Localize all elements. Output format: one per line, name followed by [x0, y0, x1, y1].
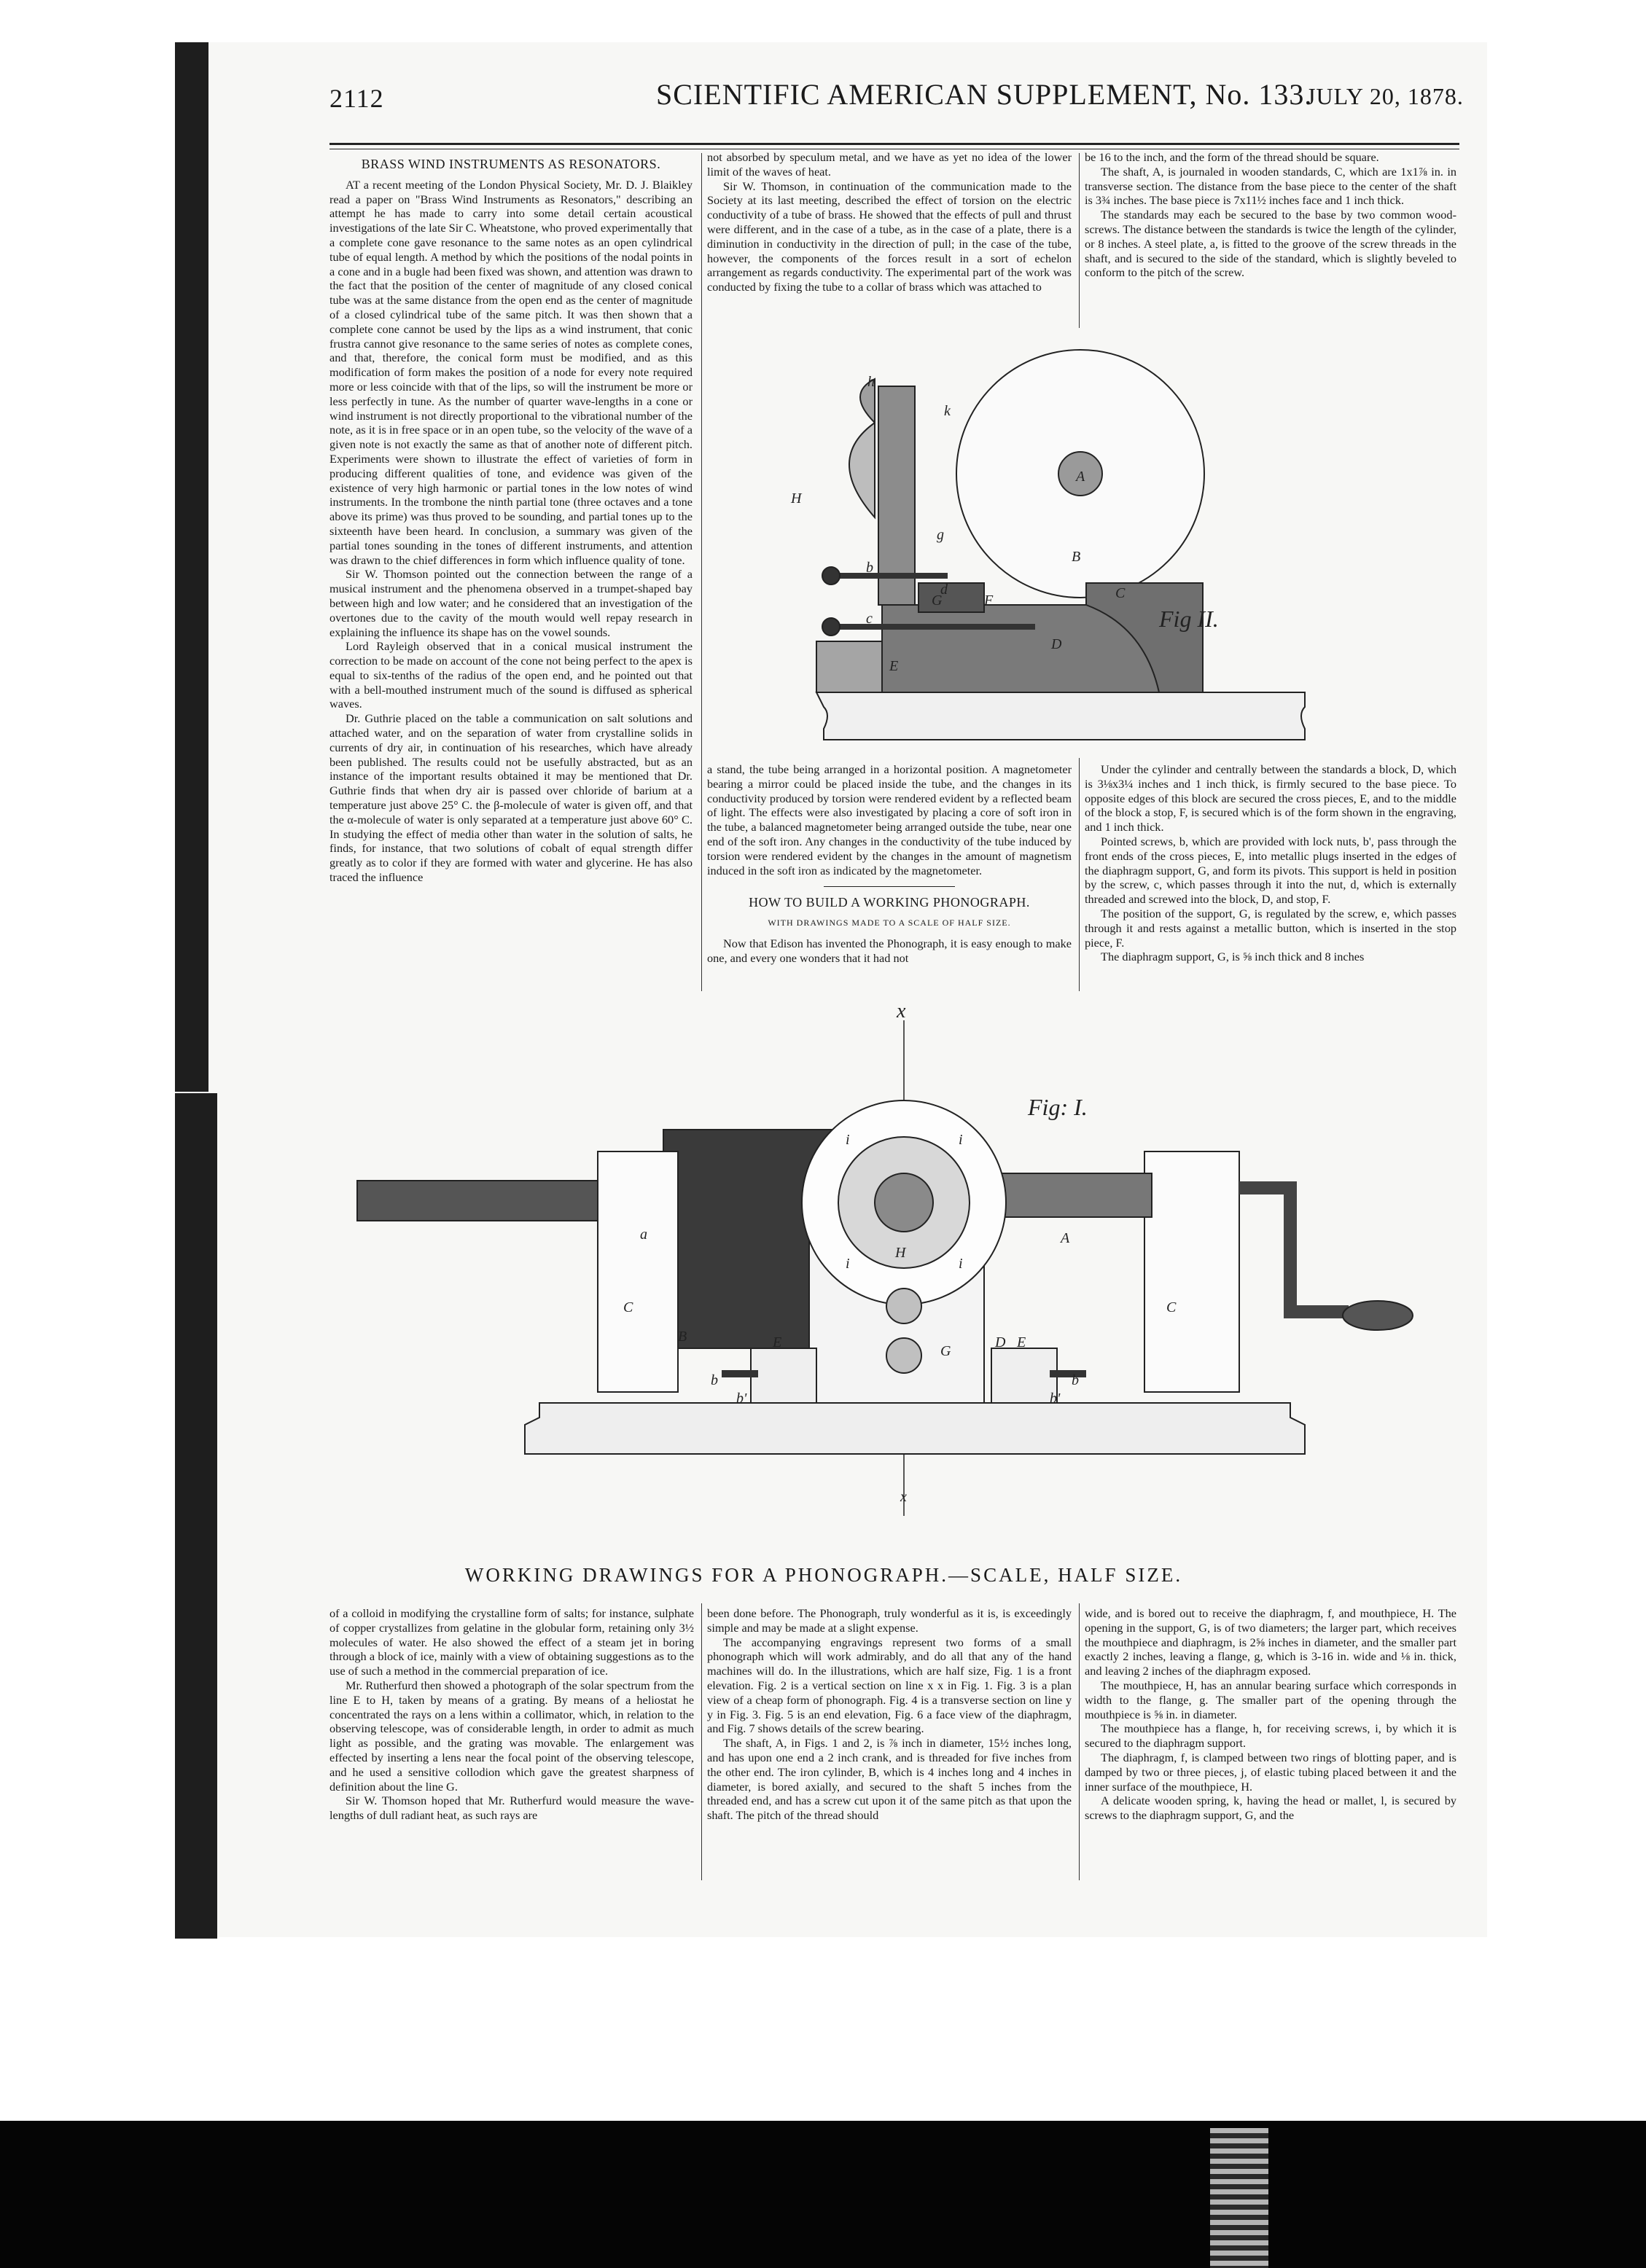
paragraph: Lord Rayleigh observed that in a conical musical instrument the correction to be made on account of the cone not being perfect to the apex is equal to six-tenths of the radius of the open end, and he pointed out that with a bell-mouthed instrument much of the sound is diffused as spherical waves.	[329, 639, 693, 711]
fig1-label: i	[846, 1256, 850, 1272]
fig1-label: C	[1166, 1299, 1177, 1315]
fig2-label: B	[1072, 549, 1081, 565]
diaphragm-support	[878, 386, 915, 605]
article-phonograph-lower-column-2	[707, 1606, 1072, 1823]
standard-c-right	[1144, 1151, 1239, 1392]
paragraph: wide, and is bored out to receive the diaphragm, f, and mouthpiece, H. The opening in the support, G, is of two diameters; the larger part, which receives the mouthpiece and diaphragm, is 2⅝ inches in diameter, and the smaller part exactly 2 inches, leaving a flange, g, which is 3-16 in. wide and ⅛ in. thick, and leaving 2 inches of the diaphragm exposed.	[1085, 1606, 1456, 1678]
paragraph: a stand, the tube being arranged in a horizontal position. A magnetometer bearing a mirror could be placed inside the tube, and the changes in its conductivity produced by torsion were rendered evident by a reflected beam of light. The effects were also investigated by placing a core of soft iron in the tube, a balanced magnetometer being arranged outside the tube, near one end of the soft iron. Any changes in the conductivity of the tube induced by torsion were rendered evident by the changes in the amount of magnetism induced in the soft iron as indicated by the magnetometer.	[707, 762, 1072, 877]
threaded-shaft	[357, 1181, 598, 1221]
paragraph: Pointed screws, b, which are provided with lock nuts, b', pass through the front ends of the cross pieces, E, into metallic plugs inserted in the edges of the diaphragm support, G, and form its pivots. This support is held in position by the screw, c, which passes through it into the nut, d, which is externally threaded and screwed into the block, D, and stop, F.	[1085, 834, 1456, 907]
paragraph: The diaphragm support, G, is ⅝ inch thick and 8 inches	[1101, 950, 1365, 964]
fig1-label: D	[995, 1334, 1006, 1350]
paragraph: Mr. Rutherfurd then showed a photograph of the solar spectrum from the line E to H, taken by means of a grating. By means of a heliostat he concentrated the rays on a lens within a collimator, which, in relation to the observing telescope, was of considerable length, in order to admit as much light as possible, and the grating was movable. The enlargement was effected by inserting a lens near the focal point of the observing telescope, and he used a sensitive collodion which gave the greatest sharpness of definition about the line G.	[329, 1678, 694, 1794]
fig2-label: b	[866, 560, 873, 576]
stop-f	[918, 583, 984, 612]
fig1-label: i	[846, 1132, 850, 1148]
shaft-a	[984, 1173, 1152, 1217]
figure-1-title: Fig: I.	[1028, 1094, 1088, 1120]
paragraph: The mouthpiece, H, has an annular bearing surface which corresponds in width to the flange, g. The smaller part of the opening through the mouthpiece is ⅝ in. in diameter.	[1085, 1678, 1456, 1721]
base-board	[525, 1403, 1305, 1454]
fig1-label: b	[1072, 1372, 1079, 1388]
fig2-label: C	[1115, 585, 1126, 601]
adjust-screw-lower	[886, 1338, 921, 1373]
paragraph: The position of the support, G, is regulated by the screw, e, which passes through it and rests against a metallic button, which is inserted in the stop piece, F.	[1085, 906, 1456, 950]
figure-1-drawing	[343, 1000, 1480, 1516]
article-phonograph-column-3-top	[1085, 150, 1456, 280]
figure-2-title: Fig II.	[1159, 606, 1219, 632]
paragraph: The mouthpiece has a flange, h, for receiving screws, i, by which it is secured to the diaphragm support.	[1085, 1721, 1456, 1751]
article-phonograph-lower-column-3	[1085, 1606, 1456, 1823]
fig2-label: c	[866, 611, 873, 627]
fig1-label: x	[897, 1000, 906, 1022]
paragraph: of a colloid in modifying the crystalline form of salts; for instance, sulphate of copper crystallizes from gelatine in the globular form, retaining only 3½ molecules of water. He also showed the effect of a steam jet in boring through a block of ice, mainly with a view of obtaining suggestions as to the use of such a method in the commercial preparation of ice.	[329, 1606, 694, 1678]
fig1-label: i	[959, 1132, 963, 1148]
article-phonograph-title: HOW TO BUILD A WORKING PHONOGRAPH.	[749, 895, 1030, 910]
column-divider	[701, 153, 702, 991]
fig2-label: E	[889, 658, 899, 674]
fig1-label: C	[623, 1299, 633, 1315]
fig1-label: b	[711, 1372, 718, 1388]
paragraph: The diaphragm, f, is clamped between two rings of blotting paper, and is damped by two or three pieces, j, of elastic tubing placed between it and the inner surface of the mouthpiece, H.	[1085, 1750, 1456, 1794]
fig1-label: E	[773, 1334, 782, 1350]
paragraph: Sir W. Thomson hoped that Mr. Rutherfurd would measure the wave-lengths of dull radiant heat, as such rays are	[329, 1794, 694, 1823]
fig2-label: k	[944, 403, 951, 419]
paragraph: not absorbed by speculum metal, and we have as yet no idea of the lower limit of the waves of heat.	[707, 150, 1072, 179]
fig2-label: H	[791, 490, 802, 507]
article-resonators-column-2-bottom	[707, 762, 1072, 966]
paragraph: The standards may each be secured to the base by two common wood-screws. The distance between the standards is twice the length of the cylinder, or 8 inches. A steel plate, a, is fitted to the groove of the screw threads in the shaft, and is secured to the side of the standard, which is slightly beveled to conform to the pitch of the screw.	[1085, 208, 1456, 280]
scanner-bottom-band	[0, 2121, 1646, 2268]
fig1-label: E	[1017, 1334, 1026, 1350]
paragraph: AT a recent meeting of the London Physical Society, Mr. D. J. Blaikley read a paper on "Brass Wind Instruments as Resonators," describing an attempt he has made to carry into some detail certain acoustical investigations of the late Sir C. Wheatstone, who proved experimentally that a complete cone gave resonance to the same notes as an open cylindrical tube of equal length. A method by which the positions of the nodal points in a cone and in a bugle had been fixed was shown, and attention was drawn to the fact that the position of the center of magnitude of any closed conical tube was at the same distance from the open end as the center of magnitude of a closed cylindrical tube of the same pitch. It was then shown that a complete cone cannot be used by the lips as a wind instrument, that conic frustra cannot give resonance to the same series of notes as complete cones, and that, therefore, the conical form must be modified, and as this modification of form makes the position of a node for every note required more or less coincide with that of the lips, so will the instrument be more or less perfectly in tune. As the number of quarter wave-lengths in a cone or wind instrument is not directly proportional to the vibrational number of the note, as it is in free space or in an open tube, so the velocity of the wave of a given note is not exactly the same as that of another note of different pitch. Experiments were shown to illustrate the effect of varieties of form in producing different qualities of tone, and evidence was given of the existence of very high harmonic or partial tones in the low notes of wind instruments. In the trombone the ninth partial tone (three octaves and a tone above its prime) was thus proved to be sounding, and partial tones up to the sixteenth have been heard. In conclusion, a summary was given of the partial tones sounding in the tones of different instruments, and attention was drawn to the chief differences in form which influence quality of tone.	[329, 177, 693, 567]
fig2-label: F	[984, 593, 994, 609]
film-sprocket-strip	[1210, 2128, 1268, 2268]
header-rule	[329, 143, 1459, 145]
paragraph: be 16 to the inch, and the form of the thread should be square.	[1085, 150, 1379, 164]
fig1-label: H	[895, 1245, 906, 1261]
column-divider	[701, 1603, 702, 1880]
fig2-label: G	[932, 593, 943, 609]
mouthpiece-h	[849, 423, 875, 517]
issue-date: JULY 20, 1878.	[1306, 83, 1464, 109]
figure-2-drawing	[791, 364, 1363, 758]
film-edge-left-top-inner	[175, 42, 208, 1092]
fig1-label: A	[1061, 1230, 1070, 1246]
fig1-label: b'	[1050, 1391, 1061, 1407]
article-phonograph-subtitle: WITH DRAWINGS MADE TO A SCALE OF HALF SIZE.	[768, 918, 1011, 928]
fig1-label: x	[900, 1489, 907, 1505]
paragraph: The accompanying engravings represent two forms of a small phonograph which will work admirably, and do all that any of the hand machines will do. In the illustrations, which are half size, Fig. 1 is a front elevation. Fig. 2 is a vertical section on line x x in Fig. 1. Fig. 3 is a plan view of a cheap form of phonograph. Fig. 4 is a transverse section on line y y in Fig. 3. Fig. 5 is an end elevation, Fig. 6 a face view of the diaphragm, and Fig. 7 shows details of the screw bearing.	[707, 1635, 1072, 1736]
cross-piece-e	[816, 641, 882, 692]
column-divider	[1079, 1603, 1080, 1880]
paragraph: Dr. Guthrie placed on the table a communication on salt solutions and attached water, and on the separation of water from crystalline solids in currents of dry air, in continuation of his researches, which have already been published. The results could not be usefully abstracted, but as an instance of the important results obtained it may be mentioned that Dr. Guthrie finds that when dry air is passed over chloride of barium at a temperature just above 25° C. the β-molecule of water is given off, and that the α-molecule of water is only separated at a temperature just above 60° C. In studying the effect of media other than water in the solution of salts, he finds, for instance, that two solutions of cobalt of equal strength differ greatly as to color if they are formed with water and glycerine. He has also traced the influence	[329, 711, 693, 885]
fig1-label: a	[640, 1227, 647, 1243]
paragraph: The shaft, A, is journaled in wooden standards, C, which are 1x1⅞ in. in transverse section. The distance from the base piece to the center of the shaft is 3¾ inches. The base piece is 7x11½ inches face and 1 inch thick.	[1085, 164, 1456, 208]
fig2-label: A	[1076, 469, 1085, 485]
cross-piece-e-left	[751, 1348, 816, 1403]
article-resonators-column	[329, 157, 693, 885]
fig1-label: i	[959, 1256, 963, 1272]
column-divider	[1079, 153, 1080, 328]
standard-c-left	[598, 1151, 678, 1392]
article-resonators-lower-column	[329, 1606, 694, 1823]
paragraph: The shaft, A, in Figs. 1 and 2, is ⅞ inch in diameter, 15½ inches long, and has upon one end a 2 inch crank, and is threaded for five inches from the other end. The iron cylinder, B, which is 4 inches long and 4 inches in diameter, is bored axially, and secured to the shaft 5 inches from the threaded end, and has a screw cut upon it of the same pitch as that upon the shaft. The pitch of the thread should	[707, 1736, 1072, 1823]
paragraph: A delicate wooden spring, k, having the head or mallet, l, is secured by screws to the diaphragm support, G, and the	[1085, 1794, 1456, 1823]
paragraph: Sir W. Thomson pointed out the connection between the range of a musical instrument and the phenomena observed in a trumpet-shaped bay between high and low water; and he considered that an investigation of the overtones due to the cavity of the mouth would well repay research in explaining the influence its shape has on the vowel sounds.	[329, 567, 693, 639]
paragraph: Under the cylinder and centrally between the standards a block, D, which is 3⅛x3¼ inches and 1 inch thick, is firmly secured to the base piece. To opposite edges of this block are secured the cross pieces, E, and to the middle of the block a stop, F, is secured which is of the form shown in the engraving, and 1 inch thick.	[1085, 762, 1456, 834]
fig2-label: h	[867, 374, 875, 390]
paragraph: been done before. The Phonograph, truly wonderful as it is, is exceedingly simple and may be made at a slight expense.	[707, 1606, 1072, 1635]
publication-title: SCIENTIFIC AMERICAN SUPPLEMENT, No. 133.	[656, 78, 1313, 111]
crank-handle	[1239, 1188, 1349, 1312]
film-edge-left-bottom-inner	[175, 1093, 217, 1939]
cross-piece-e-right	[991, 1348, 1057, 1403]
fig1-label: b'	[736, 1391, 747, 1407]
base-piece	[816, 692, 1305, 740]
article-phonograph-column-3-bottom	[1085, 762, 1456, 964]
fig2-label: D	[1051, 636, 1062, 652]
article-resonators-title: BRASS WIND INSTRUMENTS AS RESONATORS.	[361, 157, 661, 171]
fig1-label: G	[940, 1343, 951, 1359]
figure-caption: WORKING DRAWINGS FOR A PHONOGRAPH.—SCALE, HALF SIZE.	[464, 1564, 1183, 1586]
page-number: 2112	[329, 84, 384, 113]
mouthpiece-center	[875, 1173, 933, 1232]
fig2-label: g	[937, 527, 944, 543]
crank-knob	[1343, 1301, 1413, 1330]
fig1-label: B	[678, 1329, 687, 1345]
article-separator	[824, 886, 955, 887]
paragraph: Now that Edison has invented the Phonograph, it is easy enough to make one, and every one wonders that it had not	[707, 936, 1072, 965]
paragraph: Sir W. Thomson, in continuation of the communication made to the Society at its last meeting, described the effect of torsion on the electric conductivity of a tube of brass. He showed that the effects of pull and thrust were different, and in the case of a tube, as in the case of a plate, there is a diminution in conductivity in the direction of pull; in the case of the tube, however, the components of the forces result in a sort of echelon arrangement as regards conductivity. The experimental part of the work was conducted by fixing the tube to a collar of brass which was attached to	[707, 179, 1072, 294]
fig2-label: d	[940, 582, 948, 598]
article-resonators-column-2-top	[707, 150, 1072, 294]
adjust-screw-upper	[886, 1289, 921, 1323]
column-divider	[1079, 758, 1080, 991]
